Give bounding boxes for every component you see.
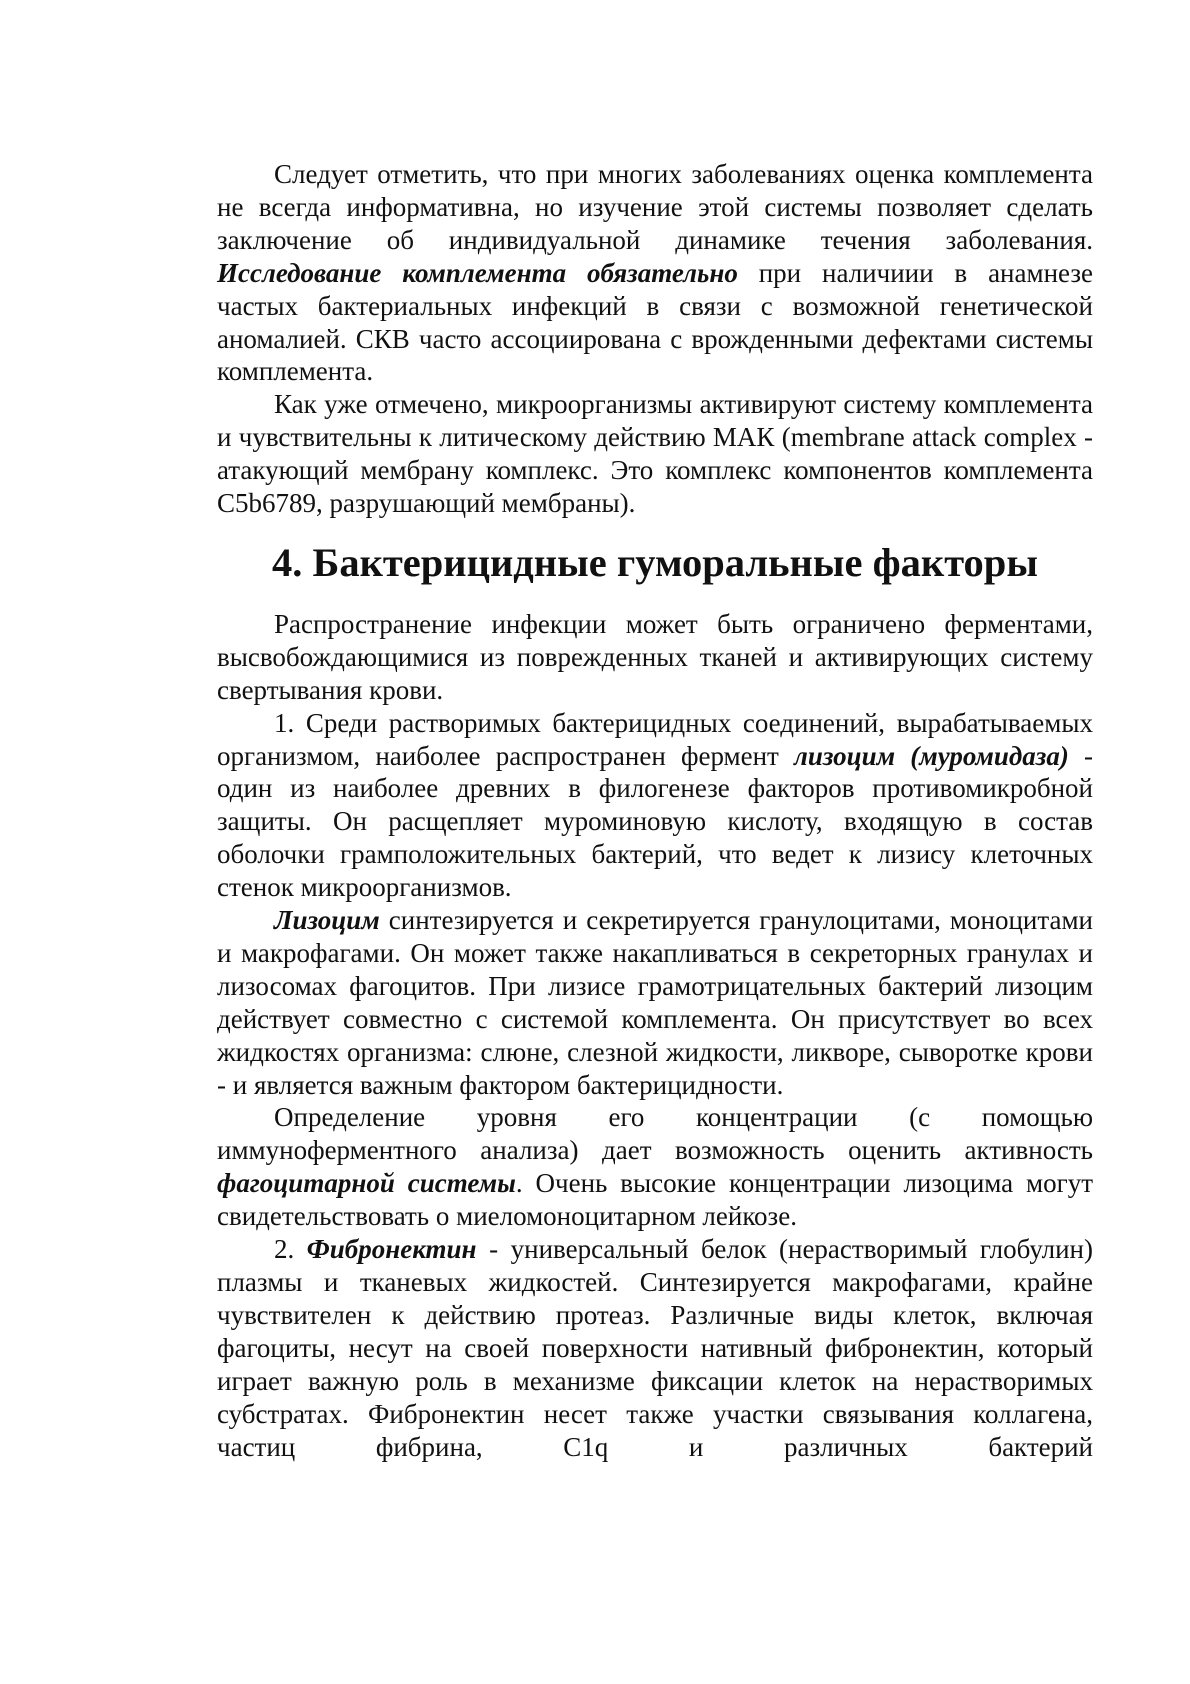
text-run: - универсальный белок (нерастворимый глобулин) плазмы и тканевых жидкостей. Синтезируется макрофагами, крайне чувствителен к действию протеаз. Различные виды клеток, включая фагоциты, несут на своей поверхности нативный фибронектин, который играет важную роль в механизме фиксации клеток на нерастворимых субстратах. Фибронектин несет также участки связывания коллагена, частиц фибрина, C1q и различных бактерий — [217, 1234, 1093, 1462]
text-run: при наличиии в анамнезе частых бактериальных инфекций в связи с возможной генетической аномалией. СКВ часто ассоциирована с врожденными дефектами системы комплемента. — [217, 257, 1093, 387]
emphasis-text: Лизоцим — [274, 905, 380, 936]
section-heading: 4. Бактерицидные гуморальные факторы — [272, 539, 1038, 585]
text-run: . Очень высокие концентрации лизоцима могут свидетельствовать о миеломоноцитарном лейкозе. — [217, 1168, 1093, 1232]
paragraph-infection-spread — [217, 608, 1093, 707]
text-run: 1. Среди растворимых бактерицидных соединений, вырабатываемых организмом, наиболее распространен фермент — [217, 707, 1093, 771]
emphasis-text: фагоцитарной системы — [217, 1168, 516, 1199]
paragraph-complement-assessment — [217, 158, 1093, 388]
paragraph-mac — [217, 388, 1093, 520]
text-run: Определение уровня его концентрации (с помощью иммуноферментного анализа) дает возможность оценить активность — [217, 1102, 1093, 1166]
text-run: Распространение инфекции может быть ограничено ферментами, высвобождающимися из поврежденных тканей и активирующих систему свертывания крови. — [217, 608, 1093, 705]
emphasis-text: Фибронектин — [306, 1234, 477, 1265]
text-run: синтезируется и секретируется гранулоцитами, моноцитами и макрофагами. Он может также накапливаться в секреторных гранулах и лизосомах фагоцитов. При лизисе грамотрицательных бактерий лизоцим действует совместно с системой комплемента. Он присутствует во всех жидкостях организма: слюне, слезной жидкости, ликворе, сыворотке крови - и является важным фактором бактерицидности. — [217, 905, 1093, 1100]
paragraph-lysozyme-intro — [217, 707, 1093, 904]
text-run: Следует отметить, что при многих заболеваниях оценка комплемента не всегда информативна, но изучение этой системы позволяет сделать заключение об индивидуальной динамике течения заболевания. — [217, 159, 1093, 255]
paragraph-fibronectin — [217, 1233, 1093, 1463]
emphasis-text: лизоцим (муромидаза) — [794, 740, 1069, 771]
paragraph-lysozyme-concentration — [217, 1101, 1093, 1233]
emphasis-text: Исследование комплемента обязательно — [217, 257, 738, 288]
document-page — [217, 158, 1093, 1463]
text-run: 2. — [274, 1234, 307, 1265]
text-run: Как уже отмечено, микроорганизмы активируют систему комплемента и чувствительны к литическому действию МАК (membrane attack complex - атакующий мембрану комплекс. Это комплекс компонентов комплемента C5b6789, разрушающий мембраны). — [217, 389, 1093, 519]
text-run: - один из наиболее древних в филогенезе факторов противомикробной защиты. Он расщепляет муроминовую кислоту, входящую в состав оболочки грамположительных бактерий, что ведет к лизису клеточных стенок микроорганизмов. — [217, 740, 1093, 903]
paragraph-lysozyme-synthesis — [217, 904, 1093, 1101]
